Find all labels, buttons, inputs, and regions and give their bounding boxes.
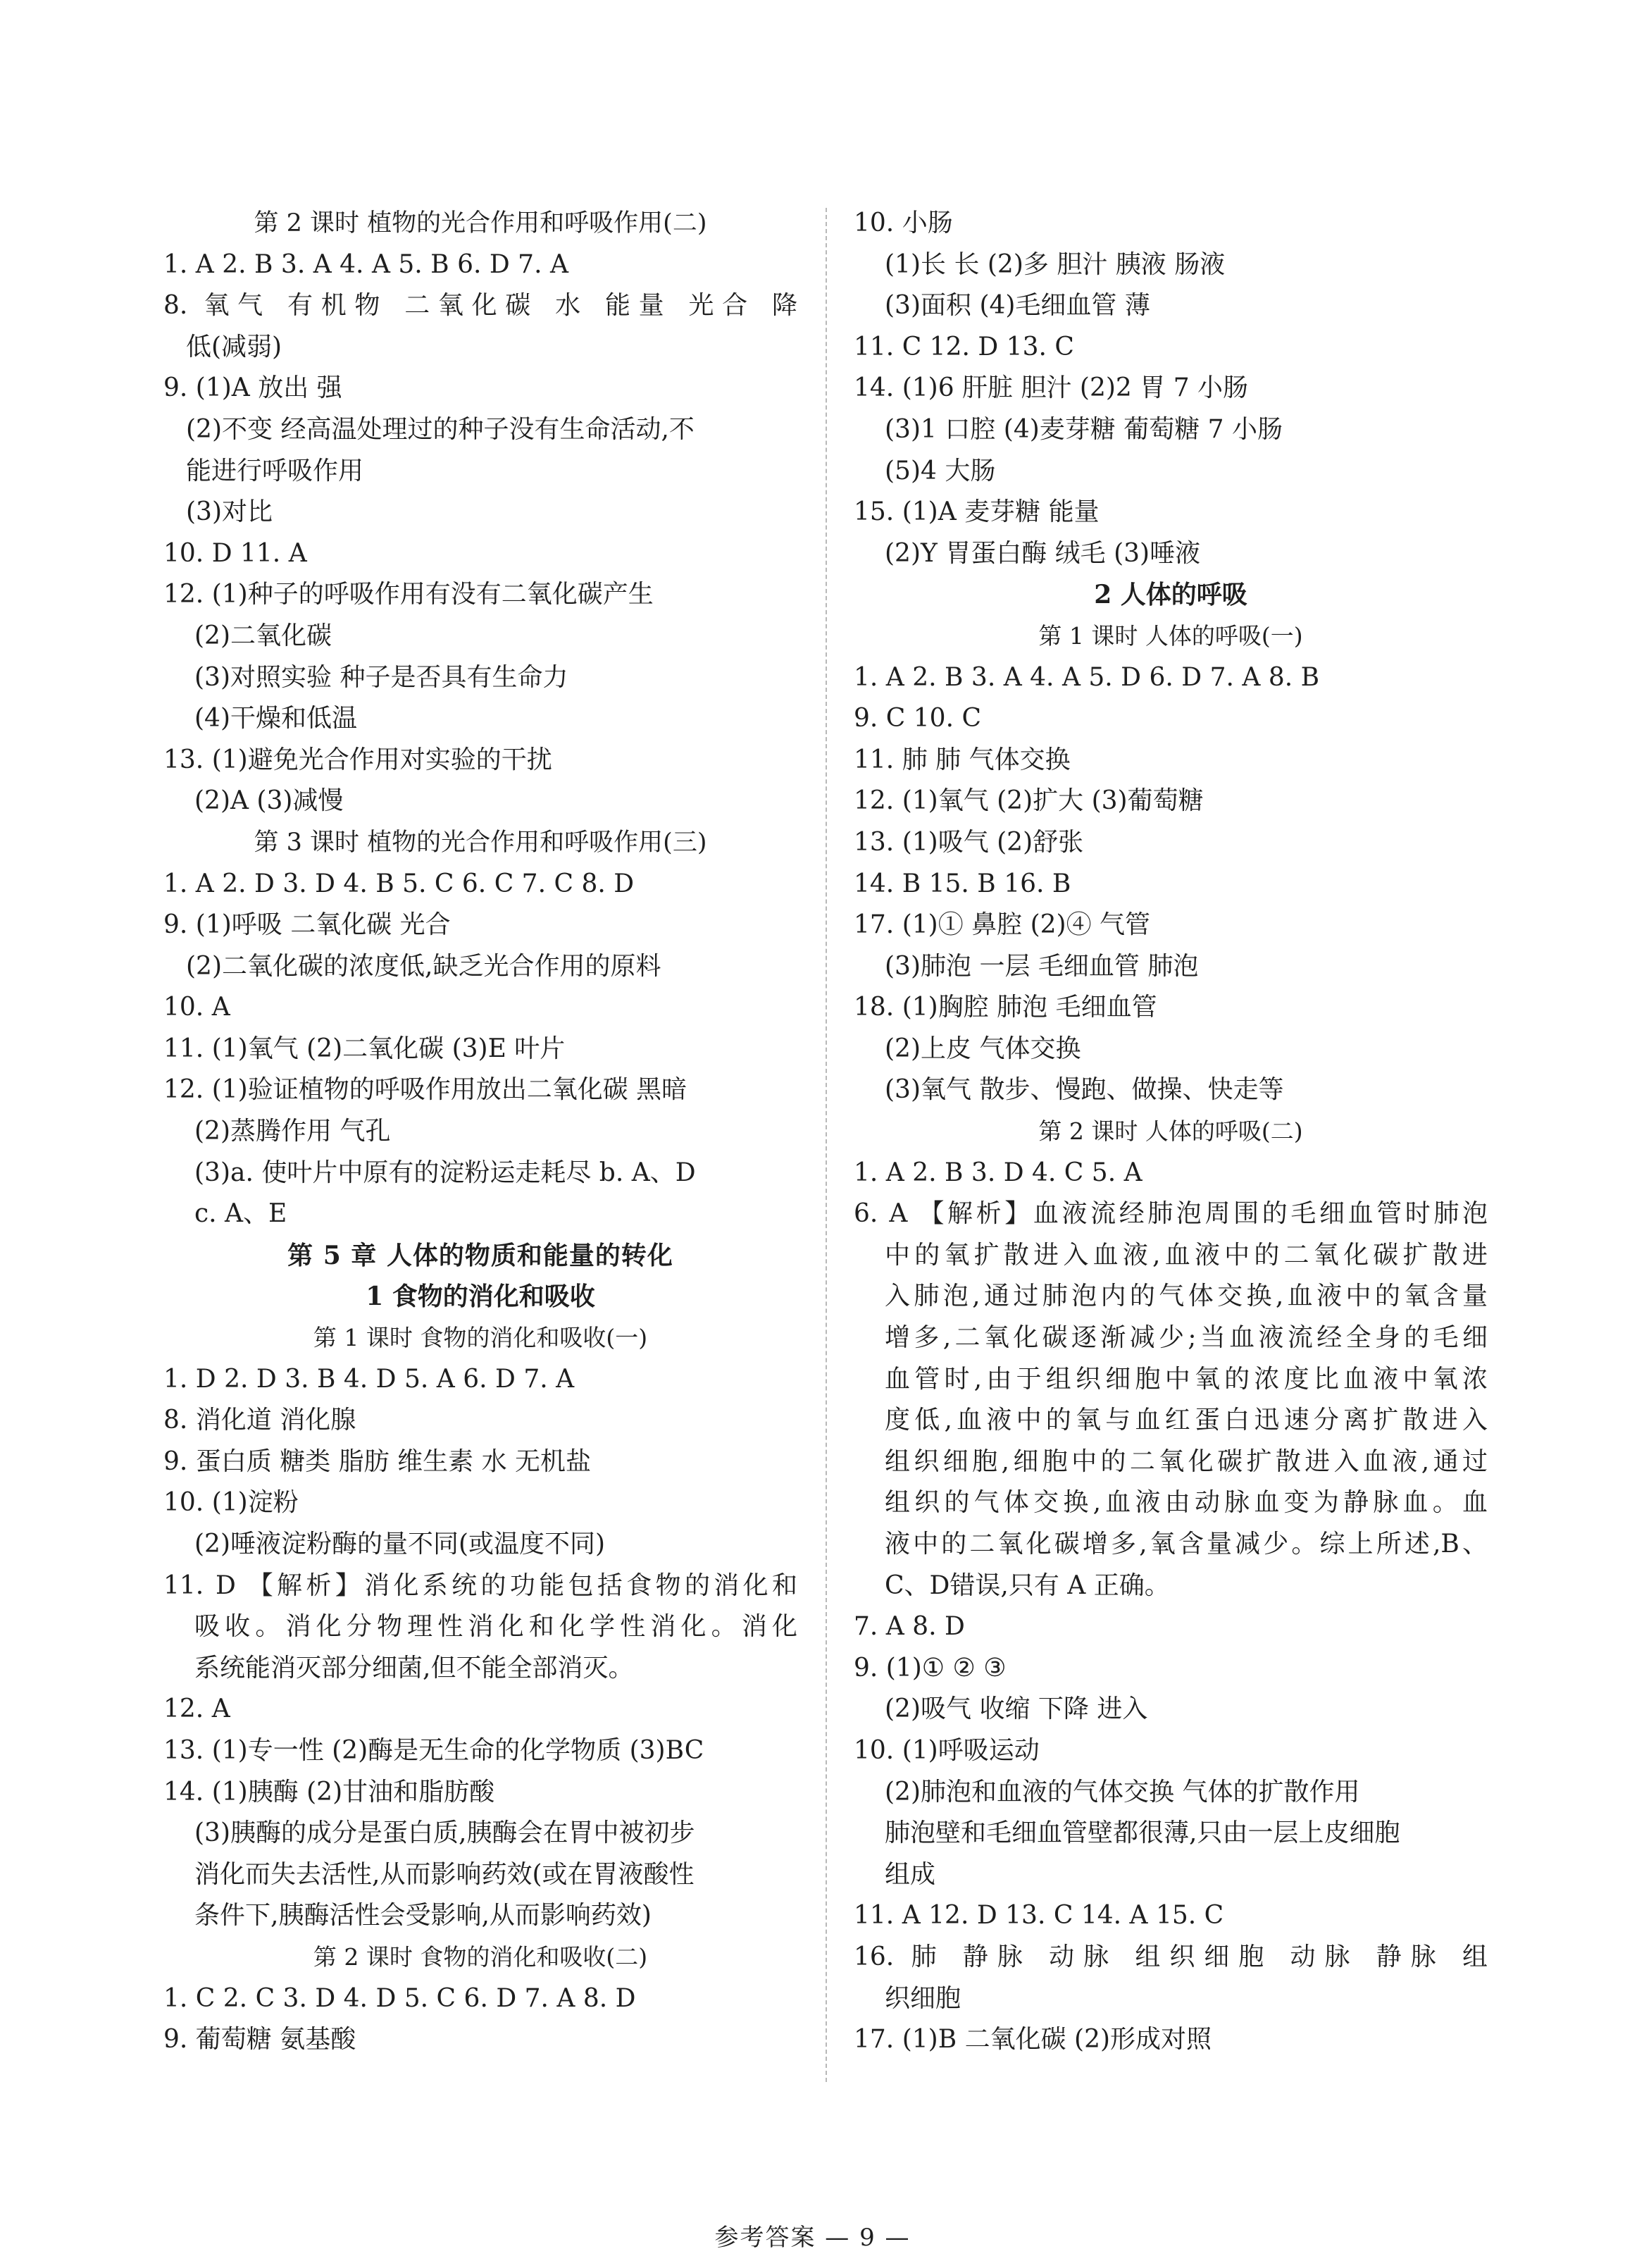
- answer-line: 中的氧扩散进入血液,血液中的二氧化碳扩散进: [885, 1240, 1488, 1270]
- answer-line: 10. D 11. A: [163, 538, 307, 568]
- answer-line: (3)1 口腔 (4)麦芽糖 葡萄糖 7 小肠: [885, 414, 1283, 444]
- answer-line: (2)二氧化碳: [194, 621, 332, 650]
- answer-line: (2)上皮 气体交换: [885, 1034, 1081, 1063]
- answer-line: 织细胞: [885, 1983, 961, 2013]
- answer-line: 14. B 15. B 16. B: [854, 869, 1071, 898]
- answer-line: (2)蒸腾作用 气孔: [194, 1117, 391, 1146]
- answer-line: 1. A 2. D 3. D 4. B 5. C 6. C 7. C 8. D: [163, 869, 635, 898]
- column-divider: [826, 208, 827, 2082]
- answer-line: 12. (1)验证植物的呼吸作用放出二氧化碳 黑暗: [163, 1075, 687, 1105]
- answer-line: 11. (1)氧气 (2)二氧化碳 (3)E 叶片: [163, 1034, 566, 1063]
- answer-line: 13. (1)避免光合作用对实验的干扰: [163, 745, 552, 774]
- answer-line: 入肺泡,通过肺泡内的气体交换,血液中的氧含量: [885, 1282, 1488, 1311]
- answer-line: 血管时,由于组织细胞中氧的浓度比血液中氧浓: [885, 1364, 1488, 1394]
- answer-line: 17. (1)① 鼻腔 (2)④ 气管: [854, 910, 1151, 940]
- answer-line: 15. (1)A 麦芽糖 能量: [854, 497, 1100, 527]
- answer-line: 9. C 10. C: [854, 704, 982, 733]
- answer-line: (2)唾液淀粉酶的量不同(或温度不同): [194, 1530, 606, 1559]
- answer-line: 9. (1)A 放出 强: [163, 373, 342, 403]
- answer-line: 12. A: [163, 1694, 230, 1724]
- answer-line: (3)肺泡 一层 毛细血管 肺泡: [885, 951, 1199, 981]
- answer-line: (2)肺泡和血液的气体交换 气体的扩散作用: [885, 1777, 1360, 1807]
- answer-line: 组织细胞,细胞中的二氧化碳扩散进入血液,通过: [885, 1446, 1488, 1476]
- answer-line: 13. (1)专一性 (2)酶是无生命的化学物质 (3)BC: [163, 1735, 704, 1765]
- answer-line: 系统能消灭部分细菌,但不能全部消灭。: [194, 1653, 634, 1683]
- answer-line: (2)二氧化碳的浓度低,缺乏光合作用的原料: [186, 951, 661, 981]
- answer-line: (3)胰酶的成分是蛋白质,胰酶会在胃中被初步: [194, 1818, 695, 1848]
- answer-line: 组织的气体交换,血液由动脉血变为静脉血。血: [885, 1488, 1488, 1518]
- answer-line: 低(减弱): [186, 332, 282, 361]
- answer-line: (2)Y 胃蛋白酶 绒毛 (3)唾液: [885, 538, 1201, 568]
- section-heading: 1 食物的消化和吸收: [366, 1282, 595, 1312]
- answer-line: (1)长 长 (2)多 胆汁 胰液 肠液: [885, 249, 1226, 279]
- chapter-heading: 第 5 章 人体的物质和能量的转化: [287, 1240, 673, 1270]
- answer-line: 1. A 2. B 3. D 4. C 5. A: [854, 1158, 1143, 1187]
- answer-line: 能进行呼吸作用: [186, 456, 364, 485]
- answer-line: 条件下,胰酶活性会受影响,从而影响药效): [194, 1901, 652, 1931]
- answer-line: 增多,二氧化碳逐渐减少;当血液流经全身的毛细: [885, 1323, 1488, 1353]
- answer-line: 8. 氧气 有机物 二氧化碳 水 能量 光合 降: [163, 291, 797, 321]
- answer-line: (2)不变 经高温处理过的种子没有生命活动,不: [186, 414, 695, 444]
- answer-line: 肺泡壁和毛细血管壁都很薄,只由一层上皮细胞: [885, 1818, 1400, 1848]
- answer-line: (3)面积 (4)毛细血管 薄: [885, 291, 1150, 321]
- answer-line: 6. A 【解析】血液流经肺泡周围的毛细血管时肺泡: [854, 1199, 1488, 1229]
- answer-line: 16. 肺 静脉 动脉 组织细胞 动脉 静脉 组: [854, 1942, 1488, 1971]
- lesson-heading: 第 2 课时 人体的呼吸(二): [1038, 1117, 1303, 1146]
- answer-line: 11. 肺 肺 气体交换: [854, 745, 1071, 774]
- answer-line: 组成: [885, 1859, 936, 1889]
- answer-line: 液中的二氧化碳增多,氧含量减少。综上所述,B、: [885, 1530, 1488, 1559]
- section-heading: 2 人体的呼吸: [1094, 580, 1247, 610]
- answer-line: 17. (1)B 二氧化碳 (2)形成对照: [854, 2025, 1212, 2055]
- answer-line: 9. 蛋白质 糖类 脂肪 维生素 水 无机盐: [163, 1446, 592, 1476]
- answer-line: 1. D 2. D 3. B 4. D 5. A 6. D 7. A: [163, 1364, 575, 1394]
- lesson-heading: 第 3 课时 植物的光合作用和呼吸作用(三): [254, 828, 707, 857]
- answer-line: C、D错误,只有 A 正确。: [885, 1570, 1170, 1600]
- answer-line: (3)a. 使叶片中原有的淀粉运走耗尽 b. A、D: [194, 1158, 696, 1187]
- answer-line: (5)4 大肠: [885, 456, 996, 485]
- answer-line: 8. 消化道 消化腺: [163, 1406, 356, 1435]
- answer-line: 度低,血液中的氧与血红蛋白迅速分离扩散进入: [885, 1406, 1488, 1435]
- lesson-heading: 第 2 课时 植物的光合作用和呼吸作用(二): [254, 209, 707, 237]
- answer-line: 11. A 12. D 13. C 14. A 15. C: [854, 1901, 1224, 1931]
- answer-line: 14. (1)6 肝脏 胆汁 (2)2 胃 7 小肠: [854, 373, 1249, 403]
- answer-line: 吸收。消化分物理性消化和化学性消化。消化: [194, 1612, 797, 1642]
- answer-line: 1. A 2. B 3. A 4. A 5. D 6. D 7. A 8. B: [854, 662, 1320, 692]
- lesson-heading: 第 2 课时 食物的消化和吸收(二): [313, 1942, 648, 1971]
- answer-line: 12. (1)种子的呼吸作用有没有二氧化碳产生: [163, 580, 654, 609]
- answer-line: 10. (1)呼吸运动: [854, 1735, 1040, 1765]
- answer-column-right: [854, 203, 1488, 2061]
- answer-line: (3)对比: [186, 497, 273, 527]
- answer-line: 9. (1)① ② ③: [854, 1653, 1007, 1683]
- page-footer: 参考答案 — 9 —: [714, 2224, 911, 2252]
- answer-line: c. A、E: [194, 1199, 287, 1229]
- answer-line: (3)对照实验 种子是否具有生命力: [194, 662, 568, 692]
- lesson-heading: 第 1 课时 食物的消化和吸收(一): [313, 1324, 648, 1352]
- answer-line: 10. (1)淀粉: [163, 1488, 299, 1518]
- answer-line: 10. 小肠: [854, 209, 953, 237]
- answer-line: (2)A (3)减慢: [194, 786, 344, 816]
- answer-line: 1. A 2. B 3. A 4. A 5. B 6. D 7. A: [163, 249, 568, 279]
- answer-line: (3)氧气 散步、慢跑、做操、快走等: [885, 1075, 1284, 1105]
- answer-column-left: [163, 203, 797, 2061]
- answer-line: 消化而失去活性,从而影响药效(或在胃液酸性: [194, 1859, 695, 1889]
- answer-line: 13. (1)吸气 (2)舒张: [854, 827, 1084, 857]
- answer-line: 9. (1)呼吸 二氧化碳 光合: [163, 910, 451, 940]
- answer-line: 11. D 【解析】消化系统的功能包括食物的消化和: [163, 1570, 797, 1600]
- answer-line: 12. (1)氧气 (2)扩大 (3)葡萄糖: [854, 786, 1204, 816]
- answer-line: 18. (1)胸腔 肺泡 毛细血管: [854, 993, 1157, 1022]
- answer-line: 7. A 8. D: [854, 1612, 965, 1642]
- answer-line: 14. (1)胰酶 (2)甘油和脂肪酸: [163, 1777, 495, 1807]
- answer-line: 11. C 12. D 13. C: [854, 332, 1074, 361]
- answer-line: 1. C 2. C 3. D 4. D 5. C 6. D 7. A 8. D: [163, 1983, 636, 2013]
- lesson-heading: 第 1 课时 人体的呼吸(一): [1038, 621, 1303, 650]
- answer-line: (4)干燥和低温: [194, 704, 357, 733]
- answer-line: (2)吸气 收缩 下降 进入: [885, 1694, 1148, 1724]
- answer-line: 9. 葡萄糖 氨基酸: [163, 2025, 356, 2055]
- answer-line: 10. A: [163, 993, 230, 1022]
